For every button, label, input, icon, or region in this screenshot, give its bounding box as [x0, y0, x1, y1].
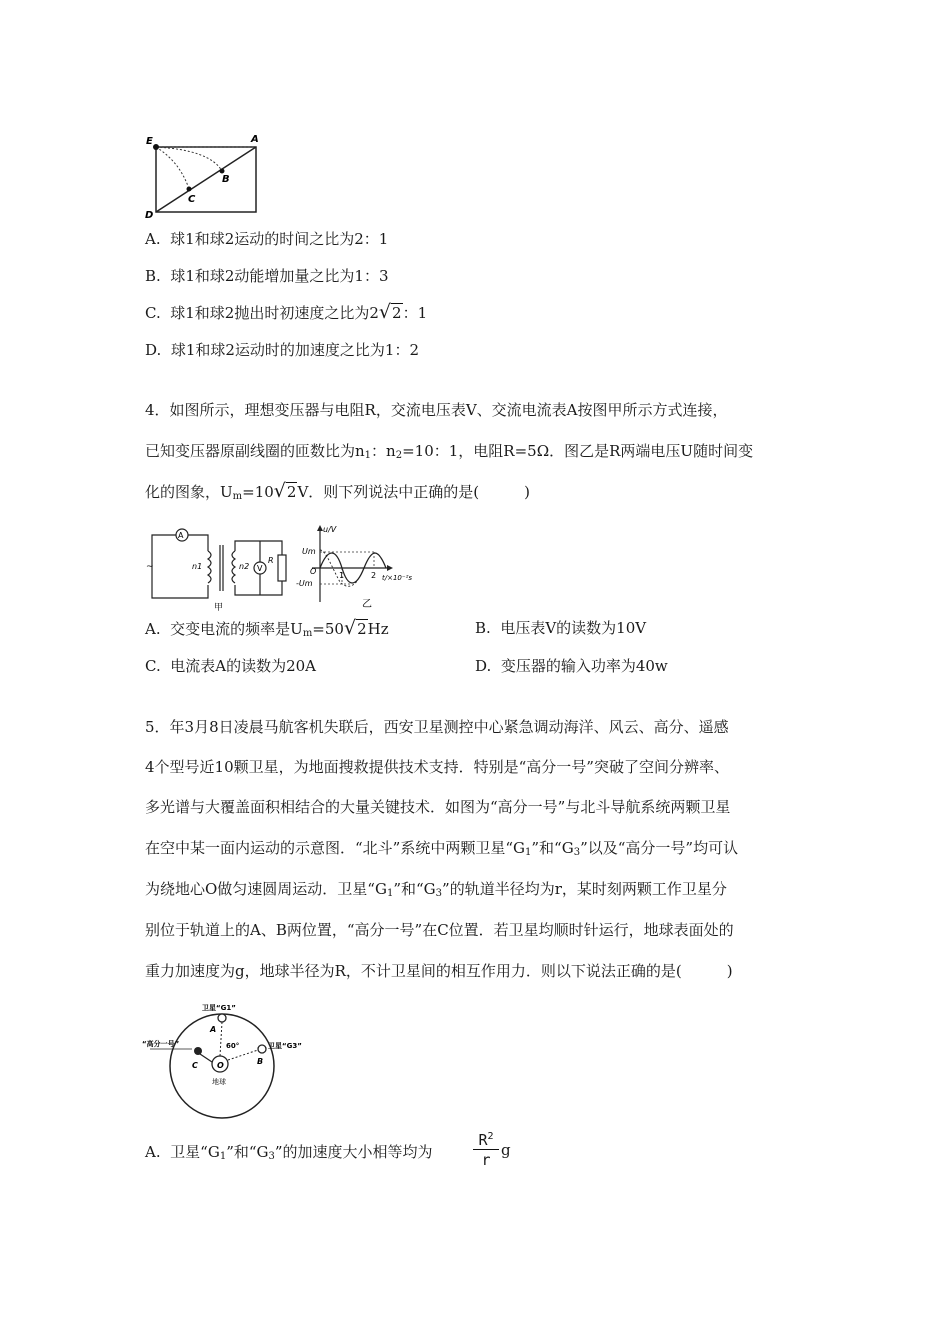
graph-neg-um: -Um	[296, 579, 313, 588]
sqrt: √2	[273, 480, 297, 502]
gaofen-label: “高分一号”	[142, 1040, 180, 1048]
q5-stem-line2: 4个型号近10颗卫星，为地面搜救提供技术支持．特别是“高分一号”突破了空间分辨率、	[145, 758, 729, 776]
q5-stem-line3: 多光谱与大覆盖面积相结合的大量关键技术．如图为“高分一号”与北斗导航系统两颗卫星	[145, 798, 731, 816]
voltmeter-label: V	[257, 564, 263, 573]
label-a: A	[251, 134, 259, 145]
q5-stem-line4: 在空中某一面内运动的示意图．“北斗”系统中两颗卫星“$G_1$”和“$G_3$”以及“高分一号”均可认	[145, 839, 739, 858]
ammeter-label: A	[178, 531, 184, 540]
q3-option-d: D. 球1和球2运动时的加速度之比为1：2	[145, 341, 419, 359]
q4-option-a: A. 交变电流的频率是$U_m=50√2Hz$	[145, 617, 389, 639]
q5-orbit-figure	[140, 1004, 320, 1120]
resistor-label: R	[268, 556, 274, 565]
q4-option-b: B. 电压表V的读数为10V	[475, 619, 647, 637]
point-c: C	[192, 1061, 198, 1070]
graph-um: Um	[302, 547, 316, 556]
earth-label: 地球	[212, 1078, 226, 1086]
q4-option-c: C. 电流表A的读数为20A	[145, 657, 317, 675]
sqrt: √2	[343, 617, 367, 639]
q5-stem-line1: 5．年3月8日凌晨马航客机失联后，西安卫星测控中心紧急调动海洋、风云、高分、遥感	[145, 718, 729, 736]
graph-tick-2: 2	[371, 571, 377, 580]
graph-axis-y: u/V	[323, 525, 337, 534]
g1-label: 卫星“G1”	[202, 1004, 236, 1012]
svg-text:~: ~	[146, 562, 154, 572]
q3-option-c: C. 球1和球2抛出时初速度之比为2√2：1	[145, 301, 428, 323]
sqrt: √2	[378, 301, 402, 323]
q4-option-d: D. 变压器的输入功率为40w	[475, 657, 668, 675]
q4-stem-line2: 已知变压器原副线圈的匝数比为$n_1$：$n_2=10$：1，电阻R=5Ω．图乙是R两端电压U随时间变	[145, 442, 754, 461]
label-e: E	[146, 136, 153, 147]
q4-circuit-figure	[142, 523, 292, 613]
point-a: A	[210, 1025, 217, 1034]
q5-stem-line7: 重力加速度为g，地球半径为R，不计卫星间的相互作用力．则以下说法正确的是( )	[145, 962, 733, 980]
graph-origin: O	[310, 567, 317, 576]
n1-label: n1	[192, 562, 203, 571]
n2-label: n2	[239, 562, 250, 571]
figure-yi-label: 乙	[362, 599, 372, 610]
q3-figure	[140, 132, 265, 220]
g3-label: 卫星“G3”	[268, 1042, 302, 1050]
figure-jia-label: 甲	[214, 603, 224, 613]
center-o: O	[217, 1061, 224, 1070]
q4-stem-line3: 化的图象，$U_m=10√2V$．则下列说法中正确的是( )	[145, 480, 530, 502]
q3-option-a: A. 球1和球2运动的时间之比为2：1	[145, 230, 389, 248]
graph-tick-1: 1	[339, 571, 345, 580]
label-c: C	[188, 194, 196, 205]
fraction: $R^2$ r	[473, 1128, 499, 1170]
q5-stem-line5: 为绕地心O做匀速圆周运动．卫星“$G_1$”和“$G_3$”的轨道半径均为r，某时刻两颗工作卫星分	[145, 880, 727, 899]
label-b: B	[222, 174, 230, 185]
q5-stem-line6: 别位于轨道上的A、B两位置，“高分一号”在C位置．若卫星均顺时针运行，地球表面处的	[145, 921, 734, 939]
label-d: D	[145, 210, 154, 220]
angle-60: 60°	[226, 1042, 240, 1050]
point-b: B	[257, 1057, 264, 1066]
q4-stem-line1: 4．如图所示，理想变压器与电阻R，交流电压表V、交流电流表A按图甲所示方式连接，	[145, 401, 728, 419]
q3-option-b: B. 球1和球2动能增加量之比为1：3	[145, 267, 389, 285]
q4-graph-figure	[292, 522, 432, 610]
graph-axis-x: t/×10⁻²s	[382, 574, 413, 582]
